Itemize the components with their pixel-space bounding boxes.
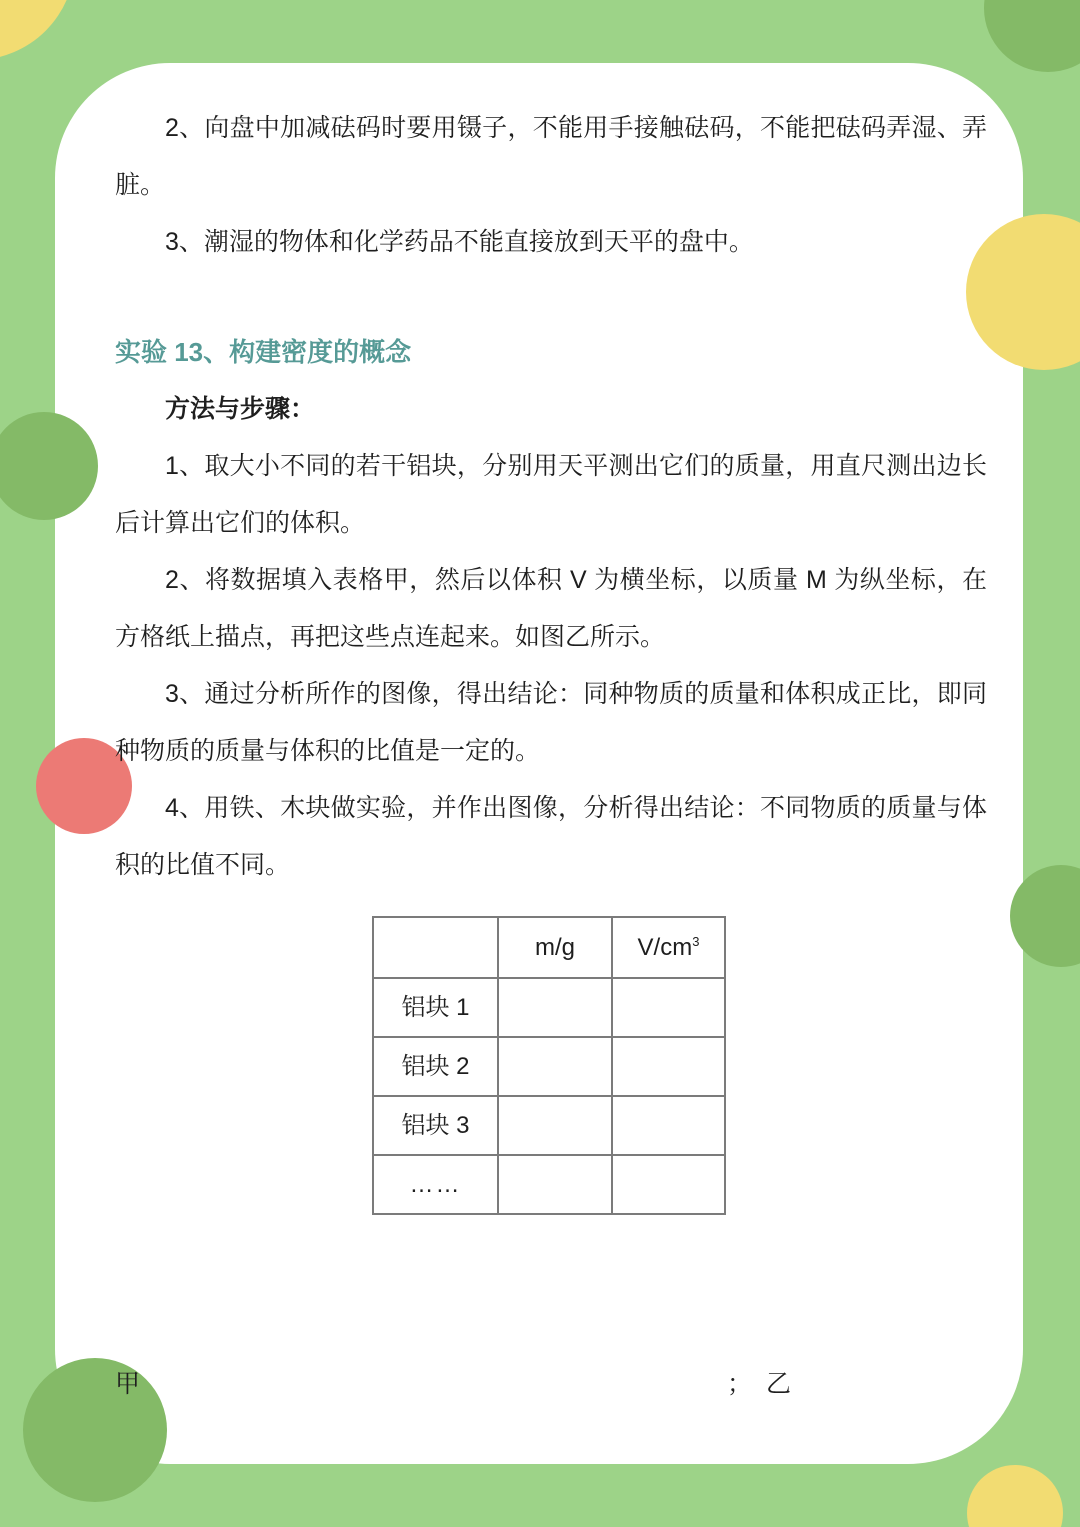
caption-yi-group <box>727 1356 791 1413</box>
green-circle-top-right <box>984 0 1080 72</box>
step-2: 2、将数据填入表格甲，然后以体积 V 为横坐标，以质量 M 为纵坐标，在方格纸上描点，再把这些点连起来。如图乙所示。 <box>115 566 987 651</box>
table-row <box>373 1096 725 1155</box>
table-row <box>373 1037 725 1096</box>
mass-cell <box>498 1037 612 1096</box>
note-item-3: 3、潮湿的物体和化学药品不能直接放到天平的盘中。 <box>165 228 754 256</box>
volume-cell <box>612 1096 725 1155</box>
header-volume-cell: $V/cm^3$ <box>612 917 725 978</box>
volume-cell <box>612 978 725 1037</box>
step-3: 3、通过分析所作的图像，得出结论：同种物质的质量和体积成正比，即同种物质的质量与体积的比值是一定的。 <box>115 680 987 765</box>
table-header-row <box>373 917 725 978</box>
caption-yi: 乙 <box>766 1370 792 1398</box>
figure-caption-row <box>115 1356 987 1413</box>
caption-jia: 甲 <box>115 1370 141 1398</box>
yellow-circle-bottom-right <box>967 1465 1063 1527</box>
volume-cell <box>612 1155 725 1214</box>
table-row <box>373 978 725 1037</box>
methods-subheading: 方法与步骤： <box>165 395 316 423</box>
row-label-aluminum-1: 铝块 1 <box>373 978 498 1037</box>
table-row <box>373 1155 725 1214</box>
mass-cell <box>498 1096 612 1155</box>
mass-volume-table <box>372 916 726 1215</box>
section-heading: 实验 13、构建密度的概念 <box>115 337 412 367</box>
volume-unit-exponent: 3 <box>692 933 700 949</box>
note-item-2: 2、向盘中加减砝码时要用镊子，不能用手接触砝码，不能把砝码弄湿、弄脏。 <box>115 114 987 199</box>
yellow-circle-top-left <box>0 0 75 60</box>
row-label-ellipsis: …… <box>373 1155 498 1214</box>
header-empty-cell <box>373 917 498 978</box>
row-label-aluminum-2: 铝块 2 <box>373 1037 498 1096</box>
mass-cell <box>498 1155 612 1214</box>
row-label-aluminum-3: 铝块 3 <box>373 1096 498 1155</box>
caption-separator: ； <box>727 1370 753 1398</box>
volume-cell <box>612 1037 725 1096</box>
document-content <box>115 100 987 1413</box>
step-1: 1、取大小不同的若干铝块，分别用天平测出它们的质量，用直尺测出边长后计算出它们的体积。 <box>115 452 987 537</box>
step-4: 4、用铁、木块做实验，并作出图像，分析得出结论：不同物质的质量与体积的比值不同。 <box>115 794 987 879</box>
header-mass-cell: m/g <box>498 917 612 978</box>
mass-cell <box>498 978 612 1037</box>
